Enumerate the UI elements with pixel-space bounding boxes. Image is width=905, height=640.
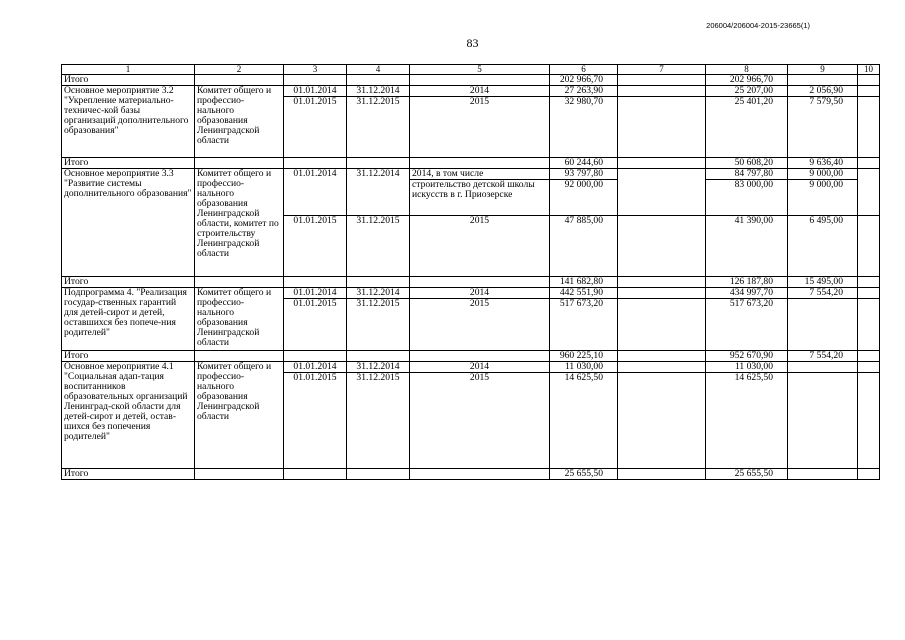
cell-start: 01.01.2014 (284, 288, 347, 299)
cell-amount: 434 997,70 (706, 288, 788, 299)
cell-amount: 60 244,60 (550, 158, 618, 169)
cell-amount: 960 225,10 (550, 351, 618, 362)
activity-name: Подпрограмма 4. "Реализация государ-ственных гарантий для детей-сирот и детей, оставшихся без попече-ния родителей" (62, 288, 195, 351)
cell-start: 01.01.2015 (284, 97, 347, 158)
cell-amount: 9 000,00 (788, 169, 858, 180)
cell-year: 2014 (410, 86, 550, 97)
responsible-org: Комитет общего и профессио-нального образования Ленинградской области (195, 86, 284, 158)
total-label: Итого (62, 75, 195, 86)
cell-year: 2015 (410, 373, 550, 469)
cell-purpose: строительство детской школы искусств в г. Приозерске (410, 180, 550, 216)
header-cell: 10 (858, 65, 880, 75)
cell-amount: 25 655,50 (706, 469, 788, 480)
header-row (62, 65, 880, 75)
cell-amount: 2 056,90 (788, 86, 858, 97)
activity-name: Основное мероприятие 3.3 "Развитие системы дополнительного образования" (62, 169, 195, 277)
cell-amount: 93 797,80 (550, 169, 618, 180)
table-row (62, 86, 880, 97)
total-label: Итого (62, 158, 195, 169)
total-row (62, 351, 880, 362)
cell-amount: 50 608,20 (706, 158, 788, 169)
header-cell: 6 (550, 65, 618, 75)
cell-amount: 6 495,00 (788, 216, 858, 277)
cell-amount: 7 554,20 (788, 351, 858, 362)
cell-start: 01.01.2014 (284, 86, 347, 97)
cell-year: 2015 (410, 216, 550, 277)
cell-end: 31.12.2014 (347, 288, 410, 299)
cell-year: 2014, в том числе (410, 169, 550, 180)
header-cell: 7 (618, 65, 706, 75)
cell-year: 2014 (410, 362, 550, 373)
cell-amount: 25 207,00 (706, 86, 788, 97)
header-cell: 5 (410, 65, 550, 75)
cell-end: 31.12.2014 (347, 169, 410, 216)
cell-end: 31.12.2015 (347, 373, 410, 469)
header-cell: 4 (347, 65, 410, 75)
table-row (62, 362, 880, 373)
total-label: Итого (62, 277, 195, 288)
table-row (62, 169, 880, 180)
cell-end: 31.12.2015 (347, 97, 410, 158)
header-cell: 9 (788, 65, 858, 75)
cell-amount: 442 551,90 (550, 288, 618, 299)
cell-amount: 9 000,00 (788, 180, 858, 216)
cell-amount: 202 966,70 (550, 75, 618, 86)
responsible-org: Комитет общего и профессио-нального образования Ленинградской области, комитет по строительству Ленинградской области (195, 169, 284, 277)
cell-year: 2015 (410, 97, 550, 158)
cell-start: 01.01.2014 (284, 169, 347, 216)
cell-start: 01.01.2015 (284, 373, 347, 469)
document-id: 206004/206004-2015-23665(1) (706, 21, 810, 30)
cell-amount: 25 401,20 (706, 97, 788, 158)
total-row (62, 158, 880, 169)
cell-amount: 14 625,50 (706, 373, 788, 469)
cell-amount: 15 495,00 (788, 277, 858, 288)
total-label: Итого (62, 351, 195, 362)
cell-end: 31.12.2014 (347, 86, 410, 97)
cell-year: 2014 (410, 288, 550, 299)
cell-end: 31.12.2015 (347, 299, 410, 351)
cell-start: 01.01.2014 (284, 362, 347, 373)
cell-amount: 11 030,00 (550, 362, 618, 373)
total-row (62, 277, 880, 288)
cell-amount: 517 673,20 (550, 299, 618, 351)
cell-amount: 41 390,00 (706, 216, 788, 277)
cell-amount: 202 966,70 (706, 75, 788, 86)
cell-amount: 11 030,00 (706, 362, 788, 373)
cell-amount: 7 579,50 (788, 97, 858, 158)
cell-amount: 517 673,20 (706, 299, 788, 351)
cell-amount: 32 980,70 (550, 97, 618, 158)
table-row (62, 288, 880, 299)
page-number: 83 (466, 36, 479, 50)
cell-amount: 47 885,00 (550, 216, 618, 277)
header-cell: 2 (195, 65, 284, 75)
responsible-org: Комитет общего и профессио-нального образования Ленинградской области (195, 362, 284, 469)
activity-name: Основное мероприятие 3.2 "Укрепление материально-техничес-кой базы организаций дополнительного образования" (62, 86, 195, 158)
responsible-org: Комитет общего и профессио-нального образования Ленинградской области (195, 288, 284, 351)
cell-amount: 14 625,50 (550, 373, 618, 469)
cell-year: 2015 (410, 299, 550, 351)
total-label: Итого (62, 469, 195, 480)
cell-amount: 84 797,80 (706, 169, 788, 180)
cell-amount: 141 682,80 (550, 277, 618, 288)
cell-end: 31.12.2015 (347, 216, 410, 277)
cell-end: 31.12.2014 (347, 362, 410, 373)
program-table (61, 64, 880, 480)
cell-amount: 126 187,80 (706, 277, 788, 288)
cell-amount: 92 000,00 (550, 180, 618, 216)
cell-start: 01.01.2015 (284, 216, 347, 277)
header-cell: 8 (706, 65, 788, 75)
header-cell: 1 (62, 65, 195, 75)
cell-amount: 25 655,50 (550, 469, 618, 480)
cell-amount: 7 554,20 (788, 288, 858, 299)
cell-amount: 9 636,40 (788, 158, 858, 169)
cell-amount: 952 670,90 (706, 351, 788, 362)
cell-amount: 83 000,00 (706, 180, 788, 216)
activity-name: Основное мероприятие 4.1 "Социальная адап-тация воспитанников образовательных организаций Ленинград-ской области для детей-сирот и детей, остав-шихся без попечения родителей" (62, 362, 195, 469)
total-row (62, 469, 880, 480)
cell-start: 01.01.2015 (284, 299, 347, 351)
header-cell: 3 (284, 65, 347, 75)
cell-amount: 27 263,90 (550, 86, 618, 97)
cell-amount (788, 299, 858, 351)
total-row (62, 75, 880, 86)
